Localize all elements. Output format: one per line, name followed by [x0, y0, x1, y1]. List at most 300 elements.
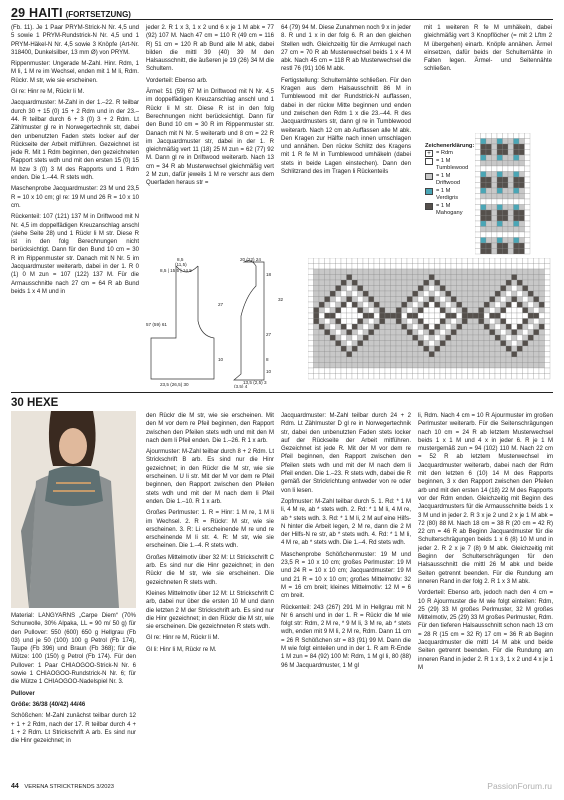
chart-cell	[468, 341, 474, 347]
chart-cell	[486, 210, 492, 216]
chart-cell	[402, 324, 408, 330]
chart-cell	[545, 319, 551, 325]
chart-cell	[490, 374, 496, 380]
chart-cell	[484, 313, 490, 319]
chart-cell	[369, 357, 375, 363]
chart-cell	[475, 155, 481, 161]
chart-cell	[503, 227, 509, 233]
chart-cell	[528, 346, 534, 352]
chart-cell	[484, 324, 490, 330]
chart-cell	[523, 280, 529, 286]
chart-cell	[396, 297, 402, 303]
chart-cell	[451, 291, 457, 297]
chart-cell	[358, 258, 364, 264]
chart-cell	[402, 346, 408, 352]
chart-cell	[358, 368, 364, 374]
legend-color-name: Verdigris	[436, 195, 459, 201]
chart-cell	[308, 269, 314, 275]
chart-cell	[490, 286, 496, 292]
chart-cell	[512, 302, 518, 308]
chart-cell	[429, 297, 435, 303]
chart-cell	[429, 341, 435, 347]
chart-cell	[492, 177, 498, 183]
chart-cell	[481, 155, 487, 161]
chart-cell	[363, 286, 369, 292]
chart-cell	[501, 291, 507, 297]
chart-cell	[407, 352, 413, 358]
chart-cell	[486, 194, 492, 200]
chart-cell	[475, 139, 481, 145]
chart-cell	[424, 363, 430, 369]
legend-color-name: Mahogany	[436, 210, 463, 216]
chart-cell	[336, 264, 342, 270]
chart-cell	[528, 363, 534, 369]
chart-cell	[440, 374, 446, 380]
chart-cell	[402, 302, 408, 308]
chart-cell	[473, 346, 479, 352]
chart-cell	[479, 297, 485, 303]
chart-cell	[506, 302, 512, 308]
chart-cell	[407, 324, 413, 330]
chart-cell	[468, 258, 474, 264]
chart-cell	[457, 258, 463, 264]
chart-cell	[374, 368, 380, 374]
chart-cell	[468, 313, 474, 319]
chart-cell	[490, 291, 496, 297]
chart-cell	[369, 374, 375, 380]
chart-cell	[519, 144, 525, 150]
chart-cell	[402, 297, 408, 303]
chart-cell	[424, 275, 430, 281]
chart-cell	[451, 335, 457, 341]
chart-cell	[481, 199, 487, 205]
chart-cell	[319, 286, 325, 292]
chart-cell	[391, 319, 397, 325]
chart-cell	[468, 324, 474, 330]
chart-cell	[517, 330, 523, 336]
chart-cell	[446, 308, 452, 314]
chart-cell	[457, 264, 463, 270]
chart-cell	[523, 264, 529, 270]
paragraph: Gl re: Hinr re M, Rückr li M.	[11, 89, 85, 96]
chart-cell	[486, 249, 492, 255]
chart-cell	[435, 319, 441, 325]
chart-cell	[497, 210, 503, 216]
chart-cell	[479, 280, 485, 286]
chart-cell	[418, 346, 424, 352]
chart-cell	[479, 264, 485, 270]
chart-cell	[396, 308, 402, 314]
chart-cell	[385, 308, 391, 314]
chart-cell	[314, 357, 320, 363]
column-7	[281, 412, 411, 673]
chart-cell	[490, 302, 496, 308]
chart-cell	[369, 280, 375, 286]
column-1	[11, 24, 139, 299]
chart-cell	[517, 324, 523, 330]
chart-cell	[490, 269, 496, 275]
chart-cell	[363, 269, 369, 275]
chart-cell	[457, 302, 463, 308]
chart-cell	[330, 374, 336, 380]
chart-cell	[380, 374, 386, 380]
chart-cell	[457, 368, 463, 374]
chart-cell	[325, 330, 331, 336]
chart-cell	[539, 368, 545, 374]
chart-cell	[481, 144, 487, 150]
chart-cell	[490, 264, 496, 270]
chart-cell	[380, 291, 386, 297]
chart-cell	[319, 297, 325, 303]
chart-cell	[501, 302, 507, 308]
chart-cell	[446, 330, 452, 336]
chart-cell	[473, 341, 479, 347]
chart-cell	[503, 243, 509, 249]
chart-cell	[396, 335, 402, 341]
chart-cell	[519, 155, 525, 161]
chart-cell	[517, 368, 523, 374]
legend-swatch	[425, 188, 433, 195]
chart-cell	[385, 269, 391, 275]
chart-cell	[539, 363, 545, 369]
chart-cell	[484, 264, 490, 270]
chart-cell	[475, 166, 481, 172]
chart-cell	[424, 352, 430, 358]
chart-cell	[352, 269, 358, 275]
chart-cell	[508, 238, 514, 244]
chart-cell	[506, 368, 512, 374]
chart-cell	[440, 352, 446, 358]
chart-cell	[374, 302, 380, 308]
chart-cell	[325, 374, 331, 380]
schematic-label: 18	[266, 272, 272, 277]
chart-cell	[457, 357, 463, 363]
chart-cell	[446, 280, 452, 286]
chart-cell	[440, 341, 446, 347]
chart-cell	[440, 324, 446, 330]
chart-cell	[336, 269, 342, 275]
chart-cell	[545, 308, 551, 314]
chart-cell	[545, 324, 551, 330]
chart-cell	[490, 346, 496, 352]
chart-cell	[347, 308, 353, 314]
chart-cell	[358, 280, 364, 286]
chart-cell	[451, 324, 457, 330]
chart-cell	[519, 221, 525, 227]
chart-cell	[492, 232, 498, 238]
chart-cell	[446, 346, 452, 352]
chart-cell	[446, 324, 452, 330]
chart-cell	[319, 291, 325, 297]
chart-cell	[475, 188, 481, 194]
chart-cell	[486, 183, 492, 189]
chart-cell	[380, 363, 386, 369]
paragraph: Maschenprobe Jacquardmuster: 23 M und 23,5 R = 10 x 10 cm; gl re: 19 M und 26 R = 10 x 10 cm.	[11, 186, 139, 209]
chart-cell	[525, 227, 531, 233]
chart-cell	[508, 133, 514, 139]
chart-cell	[402, 319, 408, 325]
chart-cell	[506, 330, 512, 336]
chart-cell	[523, 308, 529, 314]
chart-cell	[413, 264, 419, 270]
chart-cell	[501, 269, 507, 275]
chart-cell	[407, 374, 413, 380]
chart-cell	[336, 352, 342, 358]
chart-cell	[486, 227, 492, 233]
chart-cell	[363, 346, 369, 352]
chart-cell	[341, 313, 347, 319]
chart-cell	[451, 297, 457, 303]
chart-cell	[396, 357, 402, 363]
chart-cell	[336, 341, 342, 347]
chart-cell	[468, 280, 474, 286]
legend-swatch: +	[425, 150, 433, 157]
chart-cell	[325, 346, 331, 352]
chart-cell	[492, 183, 498, 189]
chart-cell	[495, 308, 501, 314]
page-footer	[11, 783, 114, 790]
chart-cell	[486, 144, 492, 150]
chart-cell	[528, 330, 534, 336]
chart-cell	[308, 319, 314, 325]
chart-cell	[391, 324, 397, 330]
chart-cell	[501, 280, 507, 286]
chart-cell	[484, 363, 490, 369]
chart-cell	[534, 324, 540, 330]
section-header	[11, 4, 553, 20]
chart-cell	[336, 302, 342, 308]
chart-cell	[358, 319, 364, 325]
chart-cell	[486, 243, 492, 249]
chart-cell	[517, 280, 523, 286]
chart-cell	[462, 308, 468, 314]
chart-cell	[517, 363, 523, 369]
chart-cell	[413, 319, 419, 325]
chart-cell	[528, 258, 534, 264]
chart-cell	[347, 335, 353, 341]
colorwork-chart-top	[475, 133, 545, 258]
chart-cell	[440, 264, 446, 270]
chart-cell	[462, 357, 468, 363]
chart-cell	[347, 346, 353, 352]
chart-cell	[429, 280, 435, 286]
chart-cell	[486, 221, 492, 227]
chart-cell	[429, 363, 435, 369]
chart-cell	[330, 286, 336, 292]
chart-cell	[514, 205, 520, 211]
chart-cell	[525, 155, 531, 161]
chart-cell	[325, 313, 331, 319]
chart-cell	[501, 341, 507, 347]
chart-cell	[358, 269, 364, 275]
chart-cell	[407, 297, 413, 303]
chart-cell	[424, 341, 430, 347]
chart-cell	[519, 243, 525, 249]
chart-cell	[352, 280, 358, 286]
chart-cell	[341, 374, 347, 380]
chart-cell	[545, 258, 551, 264]
chart-cell	[413, 368, 419, 374]
chart-cell	[407, 280, 413, 286]
chart-cell	[503, 144, 509, 150]
chart-cell	[314, 258, 320, 264]
chart-cell	[413, 346, 419, 352]
chart-cell	[407, 308, 413, 314]
chart-cell	[519, 205, 525, 211]
chart-cell	[462, 324, 468, 330]
chart-cell	[435, 286, 441, 292]
chart-cell	[492, 139, 498, 145]
chart-cell	[352, 264, 358, 270]
chart-cell	[473, 352, 479, 358]
chart-cell	[468, 291, 474, 297]
chart-cell	[545, 291, 551, 297]
chart-cell	[479, 308, 485, 314]
chart-cell	[534, 335, 540, 341]
chart-cell	[492, 243, 498, 249]
chart-cell	[391, 297, 397, 303]
chart-cell	[451, 346, 457, 352]
chart-cell	[545, 374, 551, 380]
chart-cell	[407, 368, 413, 374]
chart-cell	[506, 297, 512, 303]
chart-cell	[446, 352, 452, 358]
chart-cell	[497, 166, 503, 172]
chart-cell	[497, 172, 503, 178]
chart-cell	[508, 243, 514, 249]
chart-cell	[374, 275, 380, 281]
chart-cell	[457, 363, 463, 369]
chart-cell	[435, 258, 441, 264]
chart-cell	[475, 194, 481, 200]
chart-cell	[462, 374, 468, 380]
chart-cell	[457, 330, 463, 336]
chart-cell	[475, 144, 481, 150]
chart-cell	[369, 302, 375, 308]
chart-cell	[528, 291, 534, 297]
chart-cell	[308, 363, 314, 369]
chart-cell	[451, 363, 457, 369]
paragraph: Jacquardmuster: M-Zahl in der 1.–22. R teilbar durch 30 + 15 (0) 15 + 2 Rdm und in der 23.–44. R teilbar durch 6 + 3 (0) 3 + 2 Rdm. Lt Zählmuster gl re in Norwegertechnik str, dabei den unbenutzten Faden stets locker auf der Rückseite der Arbeit mitführen. Gezeichnet ist jede R. Mit 1 Rdm beginnen, den gezeichneten Rapport stets wdh und mit den ersten 15 (0) 15 M bzw 3 (0) 3 M des Rapports und 1 Rdm enden. Die 1.–44. R stets wdh.	[11, 100, 139, 182]
chart-cell	[424, 330, 430, 336]
chart-cell	[352, 275, 358, 281]
chart-cell	[475, 133, 481, 139]
chart-cell	[481, 221, 487, 227]
chart-cell	[451, 313, 457, 319]
chart-cell	[473, 330, 479, 336]
chart-cell	[319, 275, 325, 281]
chart-cell	[495, 324, 501, 330]
chart-cell	[451, 264, 457, 270]
chart-cell	[391, 258, 397, 264]
chart-cell	[374, 346, 380, 352]
chart-cell	[462, 286, 468, 292]
chart-cell	[374, 264, 380, 270]
chart-cell	[481, 238, 487, 244]
schematic-label: (3,5) 4	[234, 384, 248, 388]
chart-cell	[319, 258, 325, 264]
chart-cell	[380, 302, 386, 308]
chart-cell	[424, 374, 430, 380]
chart-cell	[525, 199, 531, 205]
chart-cell	[486, 150, 492, 156]
section-title: 29 HAITI	[11, 6, 63, 20]
chart-cell	[341, 286, 347, 292]
chart-cell	[314, 319, 320, 325]
chart-cell	[396, 291, 402, 297]
chart-cell	[352, 258, 358, 264]
chart-cell	[325, 341, 331, 347]
chart-cell	[523, 275, 529, 281]
chart-cell	[330, 275, 336, 281]
chart-cell	[514, 194, 520, 200]
chart-cell	[528, 264, 534, 270]
chart-cell	[418, 324, 424, 330]
chart-cell	[545, 357, 551, 363]
chart-cell	[407, 363, 413, 369]
chart-cell	[429, 313, 435, 319]
chart-cell	[473, 357, 479, 363]
chart-cell	[497, 221, 503, 227]
chart-cell	[525, 183, 531, 189]
chart-cell	[528, 275, 534, 281]
chart-cell	[396, 374, 402, 380]
chart-cell	[446, 319, 452, 325]
chart-cell	[479, 341, 485, 347]
chart-cell	[314, 330, 320, 336]
chart-cell	[481, 150, 487, 156]
chart-cell	[435, 330, 441, 336]
paragraph: Maschenprobe Schößchenmuster: 19 M und 23,5 R = 10 x 10 cm; großes Perlmuster: 19 M und 24 R = 10 x 10 cm; Jacquardmuster: 19 M und 21 R = 10 x 10 cm; großes Mittelmotiv: 32 M = 16 cm breit; kleines Mittelmotiv: 12 M = 6 cm breit.	[281, 551, 411, 600]
column-3	[281, 24, 411, 179]
legend-color-name: Tumblewood	[436, 165, 469, 171]
chart-cell	[484, 357, 490, 363]
chart-cell	[512, 269, 518, 275]
chart-cell	[479, 269, 485, 275]
paragraph: Großes Mittelmotiv über 32 M: Lt Strickschrift C arb. Es sind nur die Hinr gezeichnet; in den Rückr die M str, wie sie erscheinen. Die gezeichneten R stets wdh.	[146, 554, 274, 586]
chart-cell	[479, 335, 485, 341]
chart-cell	[462, 335, 468, 341]
chart-cell	[514, 188, 520, 194]
chart-cell	[435, 363, 441, 369]
chart-cell	[407, 269, 413, 275]
chart-cell	[462, 291, 468, 297]
chart-cell	[495, 258, 501, 264]
chart-cell	[495, 319, 501, 325]
chart-cell	[319, 302, 325, 308]
chart-cell	[492, 216, 498, 222]
chart-cell	[347, 291, 353, 297]
chart-cell	[369, 264, 375, 270]
chart-cell	[336, 346, 342, 352]
chart-cell	[534, 275, 540, 281]
chart-cell	[528, 280, 534, 286]
chart-cell	[534, 308, 540, 314]
chart-cell	[501, 374, 507, 380]
chart-cell	[539, 324, 545, 330]
chart-cell	[374, 341, 380, 347]
chart-cell	[369, 330, 375, 336]
chart-cell	[481, 227, 487, 233]
chart-cell	[385, 286, 391, 292]
chart-cell	[501, 319, 507, 325]
chart-cell	[363, 374, 369, 380]
chart-cell	[519, 232, 525, 238]
chart-cell	[385, 275, 391, 281]
chart-cell	[484, 368, 490, 374]
chart-cell	[468, 363, 474, 369]
chart-cell	[501, 308, 507, 314]
